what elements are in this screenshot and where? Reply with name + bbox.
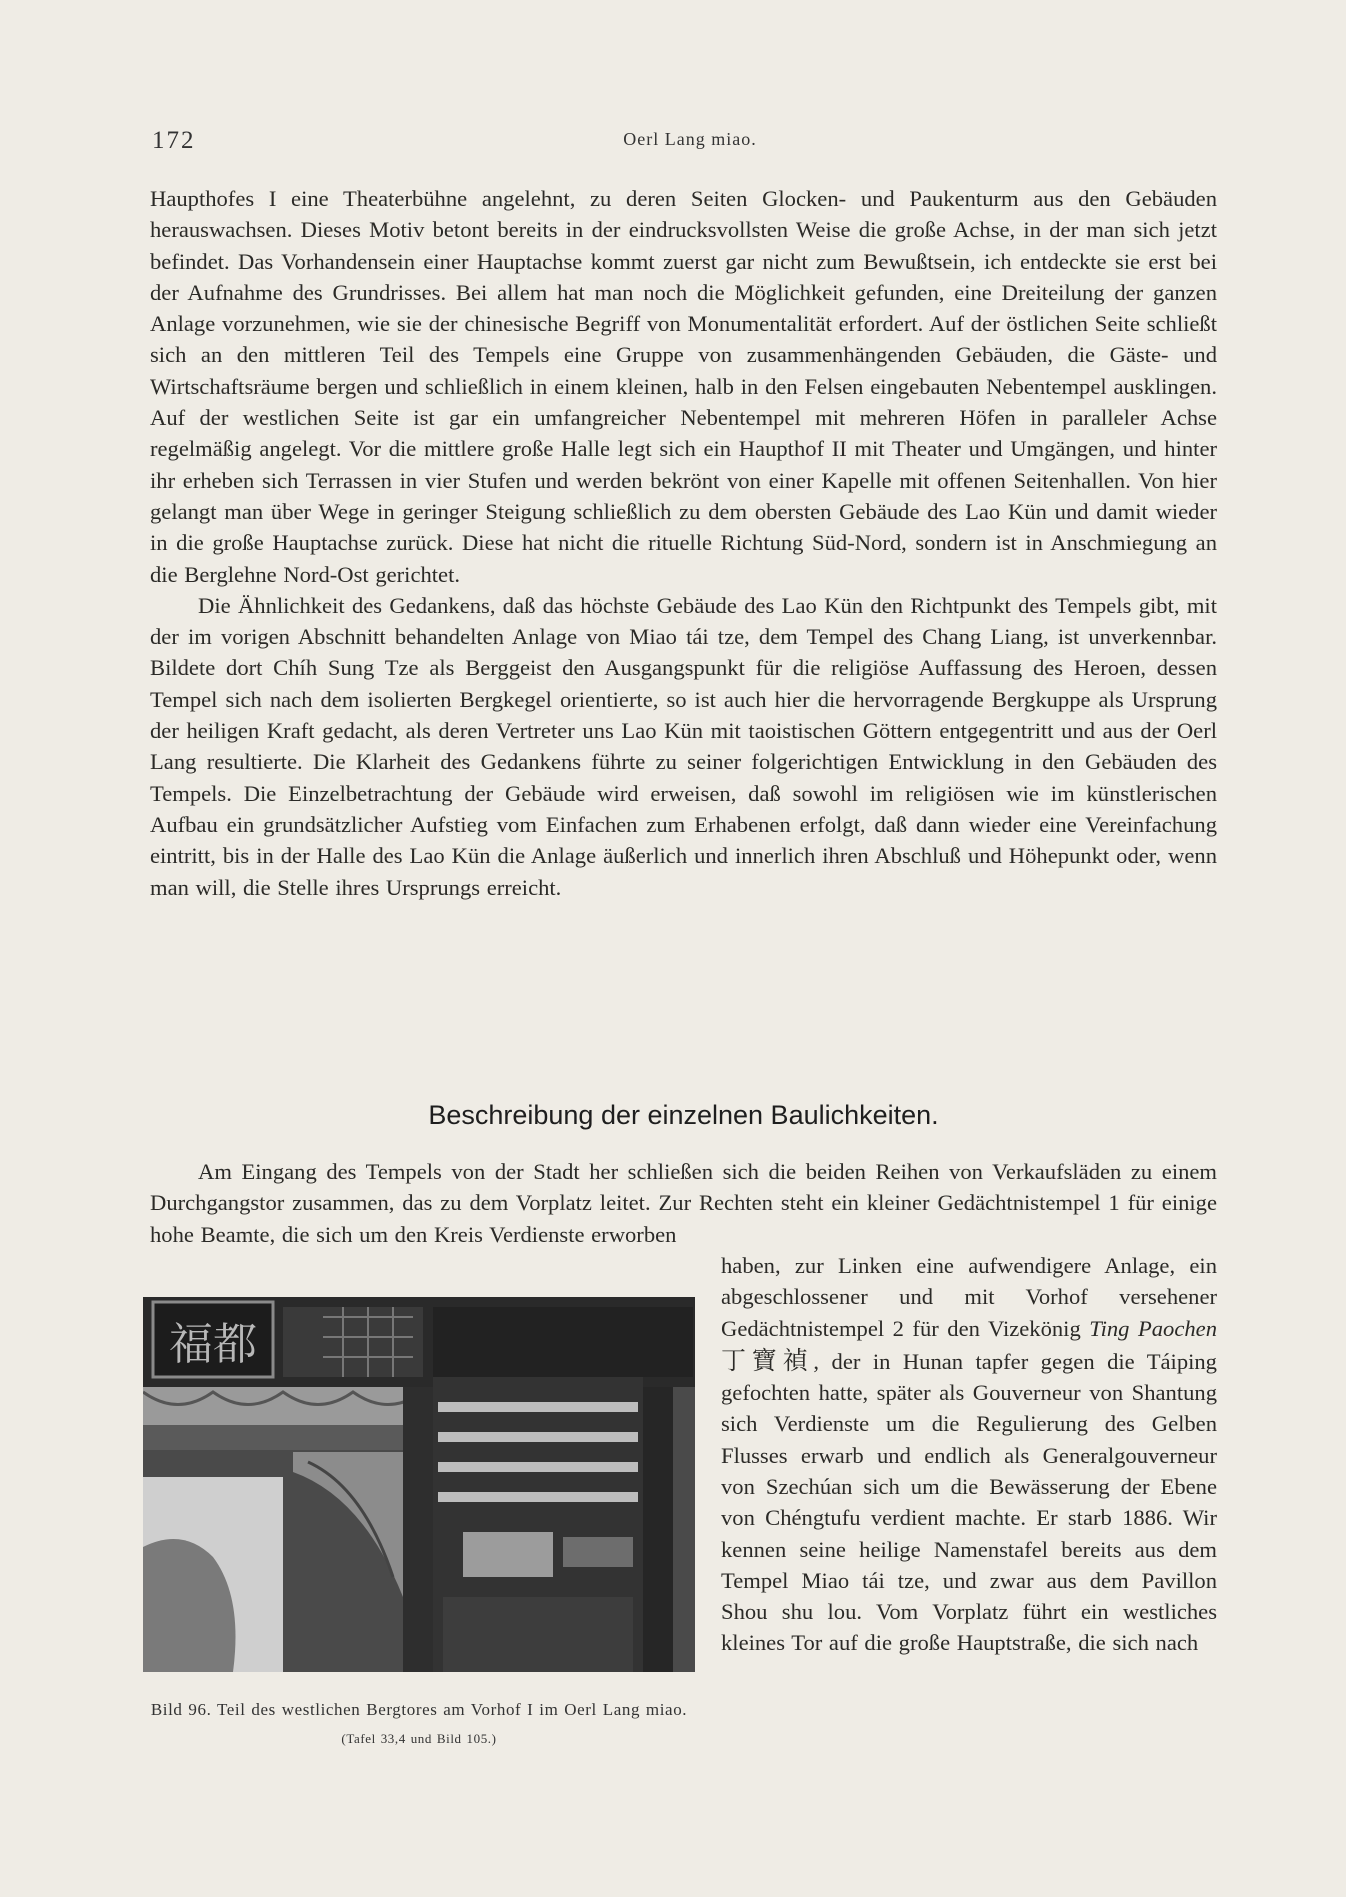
section-body — [150, 1156, 1217, 1758]
person-name: Ting Paochen — [1089, 1316, 1217, 1342]
body-text — [150, 183, 1217, 903]
page-number: 172 — [152, 127, 196, 154]
text-before-name: haben, zur Linken eine aufwendigere Anlage, ein abgeschlossener und mit Vorhof versehener Gedächtnistempel 2 für den Vizekönig — [721, 1252, 1217, 1342]
section-heading: Beschreibung der einzelnen Baulichkeiten. — [428, 1100, 939, 1130]
paragraph: Haupthofes I eine Theaterbühne angelehnt, zu deren Seiten Glocken- und Paukenturm aus den Gebäuden herauswachsen. Dieses Motiv betont bereits in der eindrucksvollsten Weise die große Achse, in der man sich jetzt befindet. Das Vorhandensein einer Hauptachse kommt zuerst gar nicht zum Bewußtsein, ich entdeckte sie erst bei der Aufnahme des Grundrisses. Bei allem hat man noch die Möglichkeit gefunden, eine Dreiteilung der ganzen Anlage vorzunehmen, wie sie der chinesische Begriff von Monumentalität erfordert. Auf der östlichen Seite schließt sich an den mittleren Teil des Tempels eine Gruppe von zusammenhängenden Gebäuden, die Gäste- und Wirtschaftsräume bergen und schließlich in einem kleinen, halb in den Felsen eingebauten Nebentempel ausklingen. Auf der westlichen Seite ist gar ein umfangreicher Nebentempel mit mehreren Höfen in paralleler Achse regelmäßig angelegt. Vor die mittlere große Halle legt sich ein Haupthof II mit Theater und Umgängen, und hinter ihr erheben sich Terrassen in vier Stufen und werden bekrönt von einer Kapelle mit offenen Seitenhallen. Von hier gelangt man über Wege in geringer Steigung schließlich zu dem obersten Gebäude des Lao Kün und damit wieder in die große Hauptachse zurück. Diese hat nicht die rituelle Richtung Süd-Nord, sondern ist in Anschmiegung an die Berglehne Nord-Ost gerichtet. — [150, 186, 1217, 587]
chinese-name: 丁寶禎 — [721, 1345, 814, 1375]
figure-caption — [143, 1696, 695, 1752]
caption-text: Bild 96. Teil des westlichen Bergtores am Vorhof I im Oerl Lang miao. — [150, 1699, 688, 1719]
temple-gate-photo — [143, 1297, 695, 1672]
text-after-name: , der in Hunan tapfer gegen die Táiping gefochten hatte, später als Gouverneur von Shantung sich Verdienste um die Regulierung des Gelben Flusses erwarb und endlich als Generalgouverneur von Szechúan sich um die Bewässerung der Ebene von Chéngtufu verdient machte. Er starb 1886. Wir kennen seine heilige Namenstafel bereits aus dem Tempel Miao tái tze, und zwar aus dem Pavillon Shou shu lou. Vom Vorplatz führt ein westliches kleines Tor auf die große Hauptstraße, die sich nach — [721, 1348, 1217, 1656]
board-characters: 福都 — [169, 1318, 257, 1370]
temple-gate-photo-illustration — [143, 1297, 695, 1672]
running-title: Oerl Lang miao. — [623, 129, 757, 149]
caption-reference: (Tafel 33,4 und Bild 105.) — [341, 1730, 497, 1746]
figure — [143, 1260, 721, 1758]
paragraph-intro: Am Eingang des Tempels von der Stadt her schließen sich die beiden Reihen von Verkaufsläden zu einem Durchgangstor zusammen, das zu dem Vorplatz leitet. Zur Rechten steht ein kleiner Gedächtnistempel 1 für einige hohe Beamte, die sich um den Kreis Verdienste erworben — [150, 1159, 1217, 1247]
paragraph: Die Ähnlichkeit des Gedankens, daß das höchste Gebäude des Lao Kün den Richtpunkt des Tempels gibt, mit der im vorigen Abschnitt behandelten Anlage von Miao tái tze, dem Tempel des Chang Liang, ist unverkennbar. Bildete dort Chíh Sung Tze als Berggeist den Ausgangspunkt für die religiöse Auffassung des Heroen, dessen Tempel sich nach dem isolierten Bergkegel orientierte, so ist auch hier die hervorragende Bergkuppe als Ursprung der heiligen Kraft gedacht, als deren Vertreter uns Lao Kün mit taoistischen Göttern entgegentritt und aus der Oerl Lang resultierte. Die Klarheit des Gedankens führte zu seiner folgerichtigen Entwicklung in den Gebäuden des Tempels. Die Einzelbetrachtung der Gebäude wird erweisen, daß sowohl im religiösen wie im künstlerischen Aufbau ein grundsätzlicher Aufstieg vom Einfachen zum Erhabenen erfolgt, daß dann wieder eine Vereinfachung eintritt, bis in der Halle des Lao Kün die Anlage äußerlich und innerlich ihren Abschluß und Höhepunkt oder, wenn man will, die Stelle ihres Ursprungs erreicht. — [150, 592, 1217, 900]
